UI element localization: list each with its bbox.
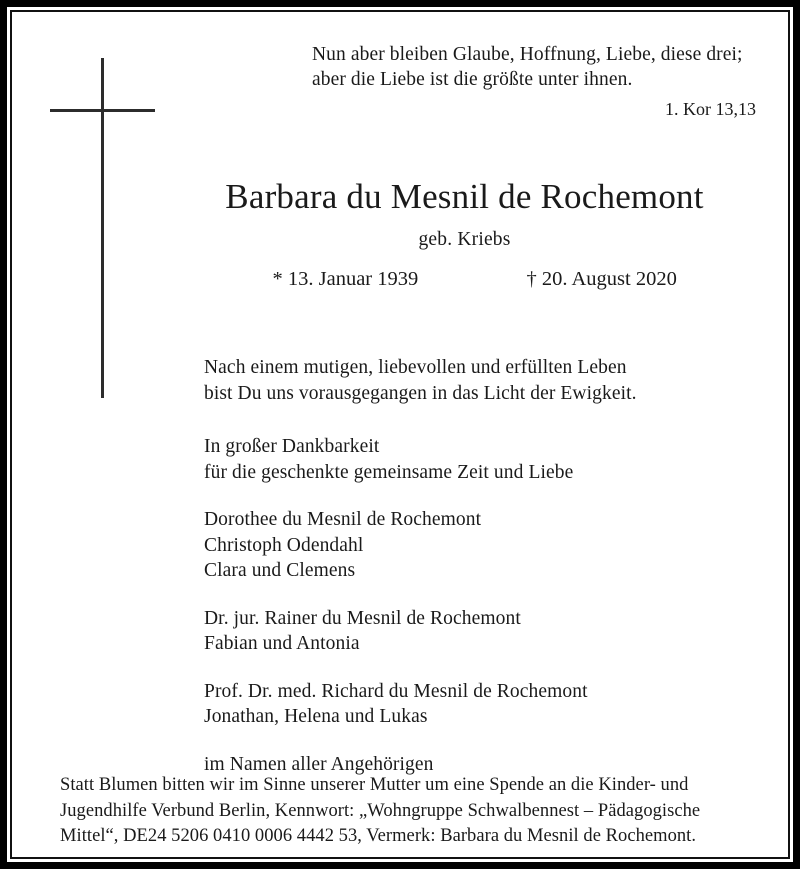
spacer-after-farewell [204, 406, 724, 434]
mourning-frame-gap [7, 7, 793, 862]
donation-line-1: Statt Blumen bitten wir im Sinne unserer Mutter um eine Spende an die Kinder- und [60, 775, 689, 795]
gratitude-line-1: In großer Dankbarkeit [204, 436, 380, 457]
death-date: † 20. August 2020 [526, 268, 677, 290]
closing-statement: im Namen aller Angehörigen [204, 753, 434, 775]
quote-citation: 1. Kor 13,13 [665, 99, 756, 119]
survivor-name: Christoph Odendahl [204, 534, 364, 556]
cross-horizontal-bar [50, 109, 155, 112]
spacer-between-survivors [204, 657, 724, 679]
survivor-name: Clara und Clemens [204, 560, 356, 581]
survivor-name: Prof. Dr. med. Richard du Mesnil de Rochemont [204, 680, 588, 702]
donation-request [60, 773, 752, 850]
survivor-group [204, 606, 724, 657]
identity-block [42, 175, 800, 291]
mourning-frame-inner-rule [10, 10, 790, 859]
farewell-line-2: bist Du uns vorausgegangen in das Licht der Ewigkeit. [204, 382, 637, 404]
survivor-name: Dr. jur. Rainer du Mesnil de Rochemont [204, 607, 521, 629]
quote-line-2: aber die Liebe ist die größte unter ihnen. [312, 69, 633, 90]
birth-date: * 13. Januar 1939 [272, 268, 419, 290]
survivor-group [204, 679, 724, 730]
scripture-quote [312, 42, 764, 120]
spacer-before-survivors [204, 485, 724, 507]
gratitude-line-2: für die geschenkte gemeinsame Zeit und Liebe [204, 461, 574, 483]
survivor-group [204, 507, 724, 584]
donation-line-3: Mittel“, DE24 5206 0410 0006 4442 53, Vermerk: Barbara du Mesnil de Rochemont. [60, 826, 697, 846]
maiden-name: geb. Kriebs [418, 229, 511, 250]
notice-sheet [12, 12, 788, 857]
life-dates [42, 268, 800, 291]
deceased-name: Barbara du Mesnil de Rochemont [225, 177, 704, 216]
survivor-name: Jonathan, Helena und Lukas [204, 706, 428, 727]
quote-line-1: Nun aber bleiben Glaube, Hoffnung, Liebe, diese drei; [312, 44, 743, 65]
farewell-message [204, 355, 724, 406]
spacer-before-closing [204, 730, 724, 752]
notice-body [204, 355, 724, 777]
gratitude-message [204, 434, 724, 485]
survivor-name: Fabian und Antonia [204, 633, 360, 654]
donation-line-2: Jugendhilfe Verbund Berlin, Kennwort: „Wohngruppe Schwalbennest – Pädagogische [60, 800, 701, 821]
spacer-between-survivors [204, 584, 724, 606]
farewell-line-1: Nach einem mutigen, liebevollen und erfüllten Leben [204, 357, 627, 378]
survivor-name: Dorothee du Mesnil de Rochemont [204, 509, 482, 530]
